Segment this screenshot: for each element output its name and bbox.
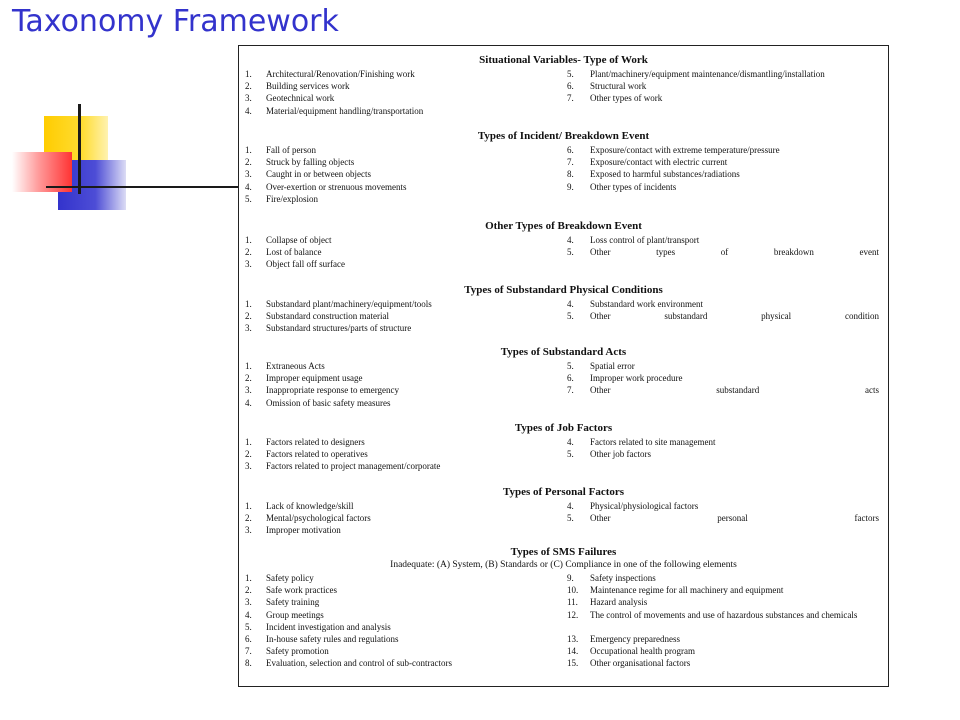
item-number: 1. [245, 235, 252, 245]
item-text: Fire/explosion [266, 193, 318, 204]
item-text: Caught in or between objects [266, 169, 371, 180]
item-text: Safety inspections [590, 573, 656, 583]
item-number: 4. [245, 181, 252, 192]
section-2 [239, 220, 888, 270]
item-word: event [859, 247, 879, 258]
item-number: 13. [567, 634, 579, 644]
item-text: Occupational health program [590, 646, 695, 657]
slide-title: Taxonomy Framework [12, 4, 339, 39]
item-text: Incident investigation and analysis [266, 621, 391, 632]
item-number: 6. [567, 81, 574, 92]
section-0 [239, 54, 888, 116]
item-text: Loss control of plant/transport [590, 235, 700, 245]
item-number: 15. [567, 658, 579, 669]
item-number: 3. [245, 525, 252, 536]
item-text: Substandard plant/machinery/equipment/tools [266, 299, 432, 309]
item-number: 5. [245, 193, 252, 204]
item-text: Inappropriate response to emergency [266, 385, 400, 396]
item-text: Mental/psychological factors [266, 513, 371, 524]
item-number: 2. [245, 513, 252, 524]
item-word: substandard [716, 385, 760, 396]
item-text: Group meetings [266, 609, 324, 620]
item-number: 6. [245, 634, 252, 644]
item-number: 7. [567, 157, 574, 168]
item-text: Factors related to site management [590, 437, 716, 447]
item-text [590, 246, 879, 258]
section-7 [239, 546, 888, 669]
section-3 [239, 284, 888, 334]
item-text: In-house safety rules and regulations [266, 634, 399, 644]
item-text: Other types of work [590, 93, 663, 104]
item-text: Omission of basic safety measures [266, 397, 391, 408]
item-number: 6. [567, 373, 574, 384]
item-text [590, 310, 879, 322]
item-text: Factors related to designers [266, 437, 365, 447]
taxonomy-document [238, 45, 889, 687]
section-4 [239, 346, 888, 408]
item-number: 2. [245, 373, 252, 384]
item-word: Other [590, 385, 611, 396]
item-number: 6. [567, 145, 574, 155]
item-number: 3. [245, 385, 252, 396]
item-number: 5. [567, 69, 574, 79]
item-number: 5. [567, 311, 574, 322]
item-text: Safety training [266, 597, 320, 608]
item-number: 4. [567, 501, 574, 511]
item-text: Factors related to project management/corporate [266, 461, 441, 472]
item-text: Evaluation, selection and control of sub-contractors [266, 658, 452, 669]
item-text: Other organisational factors [590, 658, 691, 669]
item-word: Other [590, 513, 611, 524]
item-number: 11. [567, 597, 578, 608]
section-title: Types of SMS Failures [510, 546, 617, 558]
section-5 [239, 422, 888, 472]
item-text [590, 512, 879, 524]
item-number: 3. [245, 461, 252, 472]
item-number: 2. [245, 449, 252, 460]
item-text: Spatial error [590, 361, 635, 371]
item-text: Improper work procedure [590, 373, 683, 384]
item-word: physical [761, 311, 792, 322]
item-number: 12. [567, 609, 579, 620]
item-text: Improper motivation [266, 525, 341, 536]
item-text: Plant/machinery/equipment maintenance/dismantling/installation [590, 69, 825, 79]
item-number: 5. [567, 247, 574, 258]
item-number: 2. [245, 81, 252, 92]
decorative-vertical-line [78, 104, 81, 194]
item-number: 7. [567, 385, 574, 396]
item-text: Safety policy [266, 573, 314, 583]
section-title: Types of Personal Factors [502, 486, 625, 498]
item-number: 4. [567, 437, 574, 447]
item-number: 9. [567, 181, 574, 192]
item-text: Safety promotion [266, 646, 329, 657]
item-number: 1. [245, 69, 252, 79]
item-number: 5. [567, 449, 574, 460]
item-text: Extraneous Acts [266, 361, 325, 371]
section-1 [239, 130, 888, 204]
item-number: 1. [245, 299, 252, 309]
item-text: Substandard work environment [590, 299, 703, 309]
item-number: 8. [245, 658, 252, 669]
item-text: Building services work [266, 81, 350, 92]
item-number: 4. [245, 105, 252, 116]
item-number: 3. [245, 259, 252, 270]
item-number: 14. [567, 646, 579, 657]
item-text: The control of movements and use of hazardous substances and chemicals [590, 609, 858, 620]
section-title: Types of Job Factors [514, 422, 613, 434]
item-number: 5. [567, 513, 574, 524]
item-text: Collapse of object [266, 235, 332, 245]
item-text: Substandard structures/parts of structure [266, 323, 412, 334]
item-text: Exposure/contact with electric current [590, 157, 728, 168]
item-text [590, 384, 879, 396]
item-text: Maintenance regime for all machinery and equipment [590, 585, 784, 596]
item-text: Exposure/contact with extreme temperature/pressure [590, 145, 780, 155]
item-word: substandard [664, 311, 708, 322]
item-text: Factors related to operatives [266, 449, 368, 460]
section-title: Types of Incident/ Breakdown Event [477, 130, 650, 142]
item-number: 1. [245, 437, 252, 447]
item-text: Material/equipment handling/transportation [266, 105, 424, 116]
item-text: Fall of person [266, 145, 316, 155]
section-title: Situational Variables- Type of Work [479, 54, 648, 66]
item-number: 1. [245, 501, 252, 511]
item-number: 4. [245, 609, 252, 620]
item-word: condition [844, 311, 879, 322]
item-number: 9. [567, 573, 574, 583]
item-word: of [720, 247, 729, 258]
item-text: Hazard analysis [590, 597, 648, 608]
item-text: Emergency preparedness [590, 634, 681, 644]
item-number: 7. [567, 93, 574, 104]
item-word: Other [590, 247, 611, 258]
item-number: 1. [245, 573, 252, 583]
item-word: breakdown [773, 247, 814, 258]
section-subtitle: Inadequate: (A) System, (B) Standards or (C) Compliance in one of the following elements [390, 560, 737, 570]
item-number: 7. [245, 646, 252, 657]
item-text: Architectural/Renovation/Finishing work [266, 69, 415, 79]
item-number: 3. [245, 169, 252, 180]
item-text: Object fall off surface [266, 259, 346, 270]
item-text: Substandard construction material [266, 311, 389, 322]
item-number: 4. [567, 299, 574, 309]
item-word: types [656, 247, 676, 258]
section-title: Types of Substandard Acts [500, 346, 627, 358]
item-text: Lost of balance [266, 247, 322, 258]
item-text: Improper equipment usage [266, 373, 363, 384]
item-number: 2. [245, 585, 252, 596]
item-number: 2. [245, 247, 252, 258]
item-text: Structural work [590, 81, 647, 92]
item-word: personal [717, 513, 748, 524]
item-number: 4. [245, 397, 252, 408]
item-number: 3. [245, 597, 252, 608]
item-number: 3. [245, 323, 252, 334]
item-word: Other [590, 311, 611, 322]
item-number: 2. [245, 157, 252, 168]
item-word: factors [854, 513, 879, 524]
item-number: 4. [567, 235, 574, 245]
item-number: 3. [245, 93, 252, 104]
section-title: Types of Substandard Physical Conditions [464, 284, 663, 296]
item-text: Struck by falling objects [266, 157, 355, 168]
item-text: Exposed to harmful substances/radiations [590, 169, 740, 180]
section-6 [239, 486, 888, 536]
item-number: 10. [567, 585, 579, 596]
item-number: 8. [567, 169, 574, 180]
item-number: 1. [245, 361, 252, 371]
item-number: 5. [567, 361, 574, 371]
item-number: 5. [245, 621, 252, 632]
item-text: Lack of knowledge/skill [266, 501, 354, 511]
item-number: 1. [245, 145, 252, 155]
item-text: Other types of incidents [590, 181, 677, 192]
item-text: Over-exertion or strenuous movements [266, 181, 407, 192]
item-text: Other job factors [590, 449, 651, 460]
item-text: Physical/physiological factors [590, 501, 699, 511]
item-text: Geotechnical work [266, 93, 335, 104]
item-text: Safe work practices [266, 585, 337, 596]
section-title: Other Types of Breakdown Event [485, 220, 642, 232]
item-number: 2. [245, 311, 252, 322]
item-word: acts [865, 385, 879, 396]
